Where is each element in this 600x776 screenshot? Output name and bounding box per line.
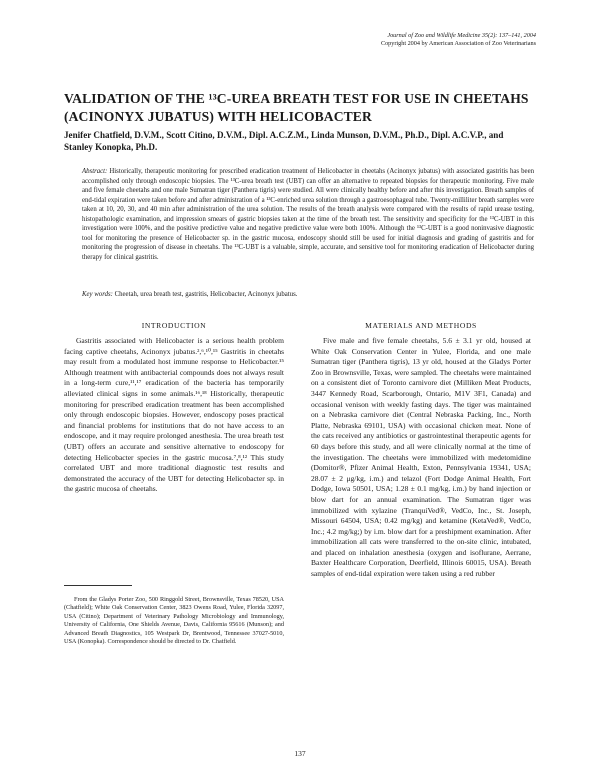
introduction-heading: INTRODUCTION [141, 321, 207, 330]
methods-column [311, 336, 531, 580]
methods-text: Five male and five female cheetahs, 5.6 ± 3.1 yr old, housed at White Oak Conservation Center in Yulee, Florida, and one male Sumatran tiger (Panthera tigris), 13 yr old, housed at the Gladys Porter Zoo in Brownsville, Texas, were sampled. The cheetahs were maintained on a consistent diet of Toronto carnivore diet (Milliken Meat Products, 3447 Kennedy Road, Scarborough, Ontario, M1V 3F1, Canada) and occasional venison with weekly fasting days. The tiger was maintained on a Nebraska carnivore diet (Central Nebraska Packing, Inc., North Platte, Nebraska 69101, USA) with occasional chicken meat. None of the cats received any antibiotics or gastrointestinal therapeutic agents for 60 days before this study, and all were clinically normal at the time of the investigation. The cheetahs were immobilized with medetomidine (Domitor®, Pfizer Animal Health, Exton, Pennsylvania 19341, USA; 28.07 ± 2 μg/kg, i.m.) and telazol (Fort Dodge Animal Health, Fort Dodge, Iowa 50501, USA; 1.28 ± 0.1 mg/kg, i.m.) by hand injection or blow dart for an annual examination. The Sumatran tiger was immobilized with xylazine (TranquiVed®, VedCo, Inc., St. Joseph, Missouri 64504, USA; 0.42 mg/kg) and ketamine (KetaVed®, VedCo, Inc.; 4.2 mg/kg;) by i.m. blow dart for a preshipment examination. After immobilization all cats were transferred to the on-site clinic, intubated, and placed on inhalation anesthesia (oxygen and isoflurane, Aerrane, Baxter Healthcare Corporation, Deerfield, Illinois 60015, USA). Breath samples of end-tidal expiration were taken using a red rubber [311, 336, 531, 579]
article-authors: Jenifer Chatfield, D.V.M., Scott Citino, D.V.M., Dipl. A.C.Z.M., Linda Munson, D.V.M., Ph.D., Dipl. A.C.V.P., and Stanley Konopka, Ph.D. [64, 130, 504, 153]
article-title: VALIDATION OF THE ¹³C-UREA BREATH TEST FOR USE IN CHEETAHS (ACINONYX JUBATUS) WITH HELICOBACTER [64, 91, 529, 124]
keywords [82, 290, 534, 300]
introduction-column [64, 336, 284, 495]
keywords-text: Cheetah, urea breath test, gastritis, Helicobacter, Acinonyx jubatus. [114, 291, 298, 298]
abstract-label: Abstract: [82, 168, 108, 175]
introduction-text: Gastritis associated with Helicobacter is a serious health problem facing captive cheetahs, Acinonyx jubatus.²,⁶,¹⁰,¹⁵ Gastritis in cheetahs may result from a modulated host immune response to Helicobacter.¹⁵ Although treatment with antibacterial compounds does not always result in a long-term cure,¹¹,¹⁷ eradication of the bacteria has temporarily alleviated clinical signs in some animals.¹⁶,¹⁸ Historically, therapeutic monitoring for prescribed eradication treatment has been accomplished only through endoscopic biopsies. However, endoscopy poses practical and financial problems for institutions that do not have access to an endoscope, and it may require prolonged anesthesia. The urea breath test (UBT) offers an accurate and sensitive alternative to endoscopy for detecting Helicobacter species in the gastric mucosa.⁷,⁸,¹² This study correlated UBT and more traditional diagnostic test results and demonstrated the accuracy of the UBT for detecting Helicobacter sp. in the gastric mucosa of cheetahs. [64, 336, 284, 494]
journal-header [381, 32, 536, 48]
journal-copyright: Copyright 2004 by American Association of Zoo Veterinarians [380, 40, 536, 48]
methods-heading: MATERIALS AND METHODS [365, 321, 477, 330]
keywords-label: Key words: [82, 291, 113, 298]
abstract-text: Historically, therapeutic monitoring for prescribed eradication treatment of Helicobacter in cheetahs (Acinonyx jubatus) with associated gastritis has been accomplished only through endoscopic biopsies. The ¹³C-urea breath test (UBT) can offer an alternative to repeated biopsies for therapeutic monitoring. Five male and five female cheetahs and one male Sumatran tiger (Panthera tigris) were studied. All were clinically healthy before and after this investigation. Breath samples of end-tidal expiration were taken before and after administration of a ¹³C-enriched urea solution through a gastroesophageal tube. Twenty-milliliter breath samples were taken at 10, 20, 30, and 40 min after administration of the urea solution. The results of the breath analysis were compared with the results of rapid urease testing, histopathologic examination, and impression smears of gastric biopsies taken at the time of the breath test. The sensitivity and specificity for the ¹³C-UBT in this investigation were 100%, and the positive predictive value and negative predictive value were both 100%. Although the ¹³C-UBT is a good noninvasive diagnostic tool for monitoring the presence of Helicobacter sp. in the gastric mucosa, endoscopy should still be used for initial diagnosis and grading of gastritis and for monitoring the progression of disease in cheetahs. The ¹³C-UBT is a valuable, simple, accurate, and sensitive tool for monitoring eradication of Helicobacter during therapy for clinical gastritis. [82, 168, 534, 261]
page-number: 137 [294, 749, 306, 758]
abstract [82, 167, 534, 262]
journal-citation: Journal of Zoo and Wildlife Medicine 35(2): 137–141, 2004 [387, 32, 536, 39]
affiliation-footnote: From the Gladys Porter Zoo, 500 Ringgold Street, Brownsville, Texas 78520, USA (Chatfield); White Oak Conservation Center, 3823 Owens Road, Yulee, Florida 32097, USA (Citino); Department of Veterinary Pathology Microbiology and Immunology, University of California, One Shields Avenue, Davis, California 95616 (Munson); and Advanced Breath Diagnostics, 105 Westpark Dr, Brentwood, Tennessee 37027-5010, USA (Konopka). Correspondence should be directed to Dr. Chatfield. [64, 596, 284, 646]
footnote-divider [64, 585, 132, 586]
